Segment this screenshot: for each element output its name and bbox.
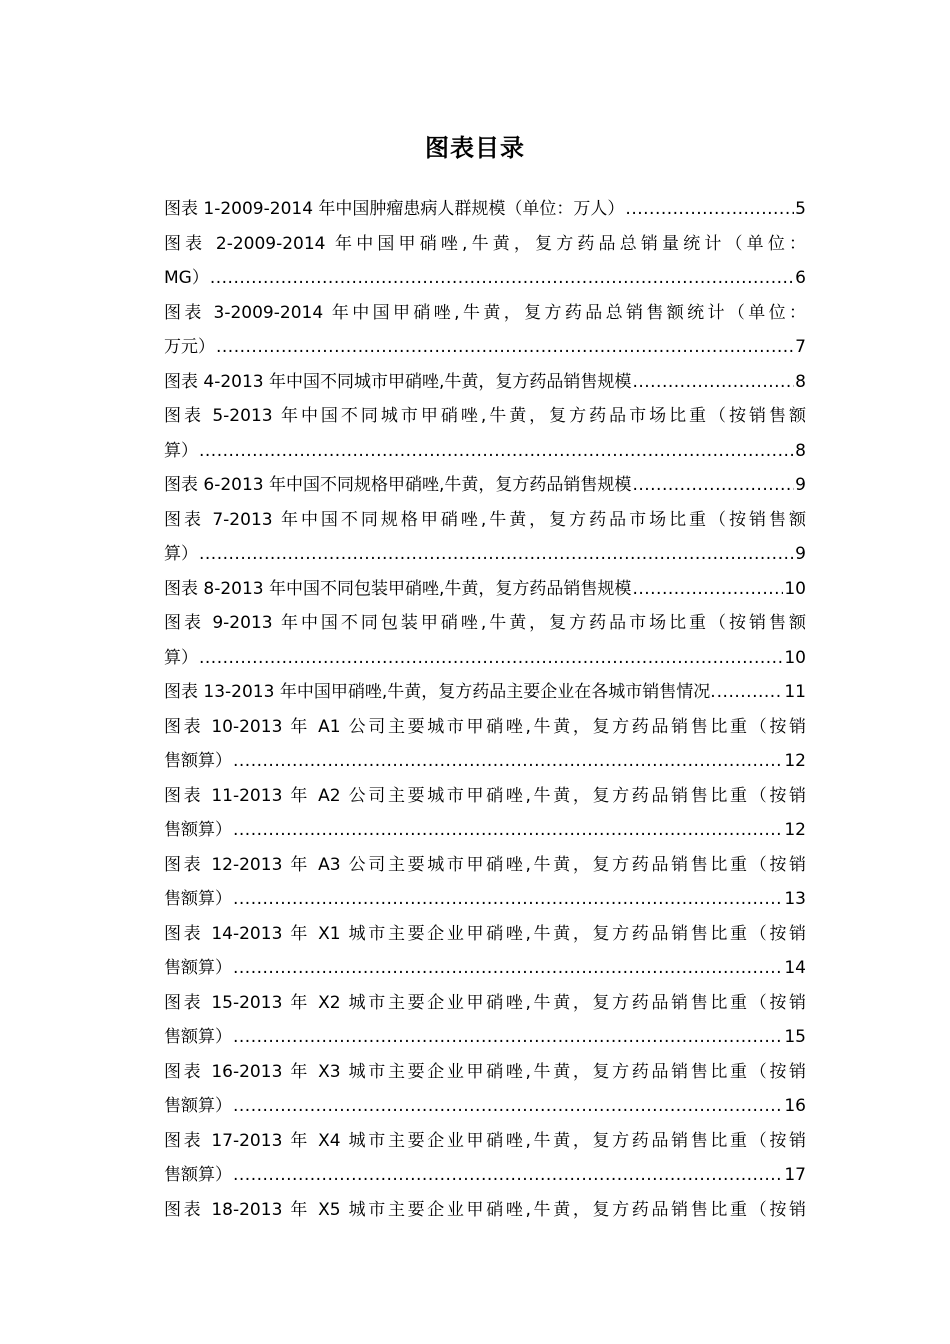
toc-entry-text: 图表 8-2013 年中国不同包装甲硝唑,牛黄，复方药品销售规模 [164,578,632,599]
dot-leader [233,1089,783,1124]
toc-entry-line[interactable] [164,641,806,676]
toc-entry-line[interactable] [164,710,806,745]
toc-entry-text: 图表 2-2009-2014 年中国甲硝唑,牛黄，复方药品总销量统计（单位： [164,233,806,254]
dot-leader [216,330,794,365]
dot-leader [233,744,783,779]
toc-entry-line[interactable] [164,1193,806,1228]
toc-entry-line[interactable] [164,1089,806,1124]
toc-entry-page-number: 7 [795,337,806,357]
dot-leader [233,882,783,917]
toc-entry-line[interactable] [164,744,806,779]
dot-leader [625,192,794,227]
toc-entry-page-number: 17 [784,1165,806,1185]
toc-entry-text: 图表 3-2009-2014 年中国甲硝唑,牛黄，复方药品总销售额统计（单位： [164,302,806,323]
toc-entry-page-number: 11 [784,682,806,702]
toc-entry-line[interactable] [164,192,806,227]
toc-entry-text: 图表 6-2013 年中国不同规格甲硝唑,牛黄，复方药品销售规模 [164,475,632,495]
toc-entry-text: 图表 18-2013 年 X5 城市主要企业甲硝唑,牛黄，复方药品销售比重（按销 [164,1199,806,1220]
toc-entry-page-number: 8 [795,440,806,461]
dot-leader [717,675,784,710]
toc-entry-page-number: 15 [784,1027,806,1047]
toc-entry-line[interactable] [164,848,806,883]
toc-entry-page-number: 10 [784,578,806,599]
toc-entry-text: 售额算） [164,1096,232,1116]
toc-entry-text: 图表 16-2013 年 X3 城市主要企业甲硝唑,牛黄，复方药品销售比重（按销 [164,1061,806,1082]
toc-entry-line[interactable] [164,365,806,400]
toc-entry-text: 图表 4-2013 年中国不同城市甲硝唑,牛黄，复方药品销售规模 [164,371,632,392]
toc-entry-text: 万元） [164,337,215,357]
toc-entry-page-number: 8 [795,371,806,392]
dot-leader [199,641,783,676]
figure-toc-list [164,192,806,1227]
toc-entry-text: 图表 13-2013 年中国甲硝唑,牛黄，复方药品主要企业在各城市销售情况. [164,682,716,702]
toc-entry-text: MG） [164,268,209,288]
toc-entry-text: 图表 11-2013 年 A2 公司主要城市甲硝唑,牛黄，复方药品销售比重（按销 [164,785,806,806]
toc-entry-line[interactable] [164,296,806,331]
toc-entry-line[interactable] [164,675,806,710]
toc-entry-text: 算） [164,544,198,564]
toc-entry-line[interactable] [164,813,806,848]
toc-entry-line[interactable] [164,537,806,572]
toc-entry-text: 图表 12-2013 年 A3 公司主要城市甲硝唑,牛黄，复方药品销售比重（按销 [164,854,806,875]
toc-entry-text: 图表 10-2013 年 A1 公司主要城市甲硝唑,牛黄，复方药品销售比重（按销 [164,716,806,737]
dot-leader [233,1158,783,1193]
dot-leader [632,468,794,503]
toc-entry-line[interactable] [164,503,806,538]
toc-entry-line[interactable] [164,1020,806,1055]
toc-entry-text: 售额算） [164,889,232,909]
dot-leader [233,1020,783,1055]
toc-entry-page-number: 9 [795,475,806,495]
toc-entry-line[interactable] [164,951,806,986]
toc-entry-page-number: 14 [784,958,806,978]
toc-entry-line[interactable] [164,227,806,262]
toc-entry-line[interactable] [164,434,806,469]
toc-entry-line[interactable] [164,1124,806,1159]
toc-entry-page-number: 6 [795,268,806,288]
toc-entry-line[interactable] [164,986,806,1021]
toc-entry-text: 图表 1-2009-2014 年中国肿瘤患病人群规模（单位：万人） [164,199,625,219]
toc-entry-line[interactable] [164,468,806,503]
toc-entry-text: 售额算） [164,1165,232,1185]
toc-entry-page-number: 13 [784,889,806,909]
toc-entry-line[interactable] [164,399,806,434]
toc-entry-text: 算） [164,647,198,668]
toc-entry-text: 图表 9-2013 年中国不同包装甲硝唑,牛黄，复方药品市场比重（按销售额 [164,613,806,633]
dot-leader [199,537,794,572]
toc-entry-text: 图表 5-2013 年中国不同城市甲硝唑,牛黄，复方药品市场比重（按销售额 [164,406,806,426]
dot-leader [233,951,783,986]
dot-leader [199,434,794,469]
dot-leader [233,813,783,848]
toc-entry-page-number: 5 [795,199,806,219]
toc-entry-text: 图表 7-2013 年中国不同规格甲硝唑,牛黄，复方药品市场比重（按销售额 [164,509,806,530]
toc-entry-text: 售额算） [164,1027,232,1047]
toc-entry-page-number: 12 [784,751,806,771]
page-title: 图表目录 [425,134,525,162]
toc-entry-page-number: 12 [784,820,806,840]
toc-entry-line[interactable] [164,572,806,607]
toc-entry-text: 图表 17-2013 年 X4 城市主要企业甲硝唑,牛黄，复方药品销售比重（按销 [164,1130,806,1151]
toc-entry-line[interactable] [164,1158,806,1193]
toc-entry-line[interactable] [164,606,806,641]
toc-entry-text: 售额算） [164,820,232,840]
toc-entry-text: 算） [164,440,198,461]
toc-entry-text: 图表 15-2013 年 X2 城市主要企业甲硝唑,牛黄，复方药品销售比重（按销 [164,992,806,1013]
toc-entry-line[interactable] [164,261,806,296]
dot-leader [632,365,794,400]
toc-entry-page-number: 10 [784,647,806,668]
toc-entry-text: 图表 14-2013 年 X1 城市主要企业甲硝唑,牛黄，复方药品销售比重（按销 [164,923,806,944]
toc-entry-text: 售额算） [164,751,232,771]
toc-entry-text: 售额算） [164,958,232,978]
toc-entry-line[interactable] [164,779,806,814]
toc-entry-line[interactable] [164,1055,806,1090]
dot-leader [632,572,783,607]
toc-entry-line[interactable] [164,882,806,917]
toc-entry-line[interactable] [164,330,806,365]
toc-entry-line[interactable] [164,917,806,952]
dot-leader [210,261,794,296]
toc-entry-page-number: 9 [795,544,806,564]
toc-entry-page-number: 16 [784,1096,806,1116]
